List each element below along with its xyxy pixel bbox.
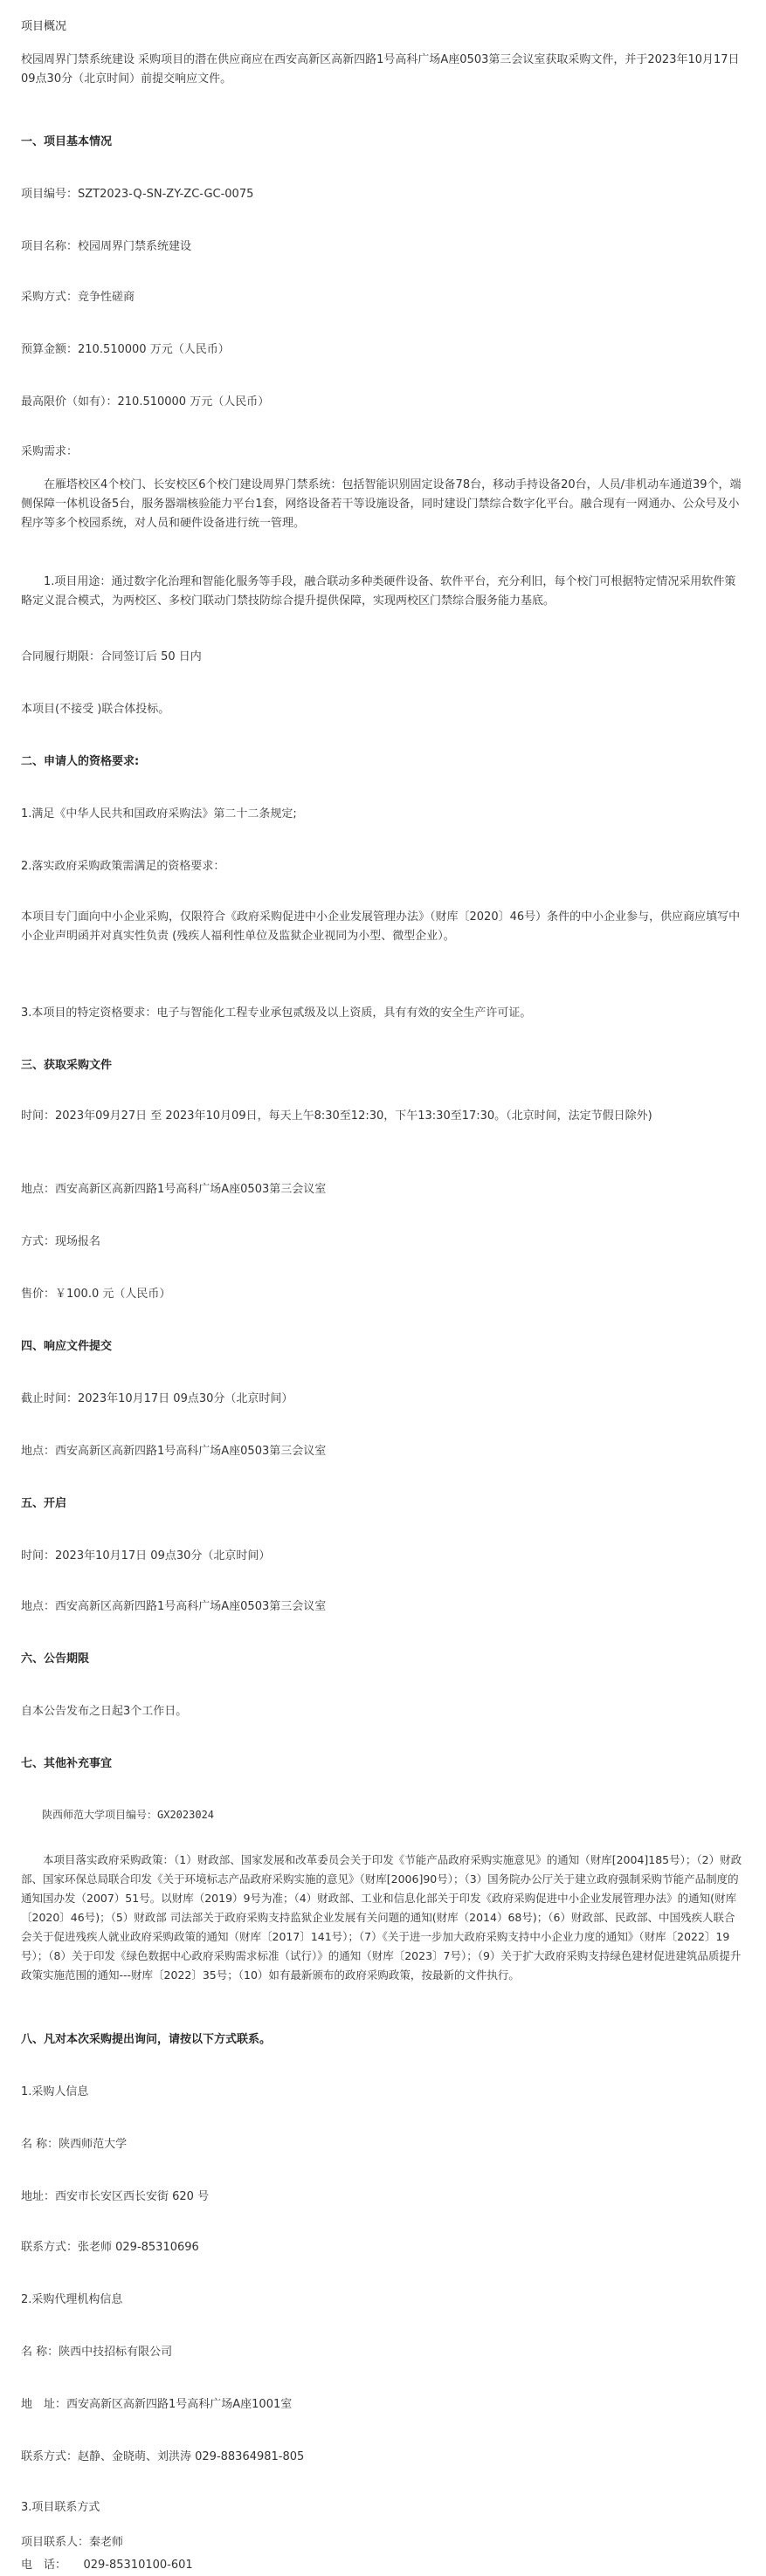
notice-period: 自本公告发布之日起3个工作日。	[21, 1705, 188, 1718]
buyer-contact: 联系方式：张老师 029-85310696	[21, 2241, 199, 2254]
qualification-1: 1.满足《中华人民共和国政府采购法》第二十二条规定;	[21, 807, 297, 821]
agent-info-label: 2.采购代理机构信息	[21, 2293, 123, 2306]
section-2-title: 二、申请人的资格要求:	[21, 755, 140, 768]
section-1-title: 一、项目基本情况	[21, 135, 113, 148]
project-code: 项目编号：SZT2023-Q-SN-ZY-ZC-GC-0075	[21, 188, 254, 201]
consortium-note: 本项目(不接受 )联合体投标。	[21, 703, 170, 716]
section-8-title: 八、凡对本次采购提出询问，请按以下方式联系。	[21, 2033, 272, 2046]
obtain-method: 方式：现场报名	[21, 1235, 101, 1248]
requirement-label: 采购需求：	[21, 445, 79, 458]
requirement-text: 在雁塔校区4个校门、长安校区6个校门建设周界门禁系统：包括智能识别固定设备78台，移动手持设备20台，人员/非机动车通道39个，端侧保障一体机设备5台，服务器端核验能力平台1套，网络设备若干等设施设备，同时建设门禁综合数字化平台。融合现有一网通办、公众号及小程序等多个校园系统，对人员和硬件设备进行统一管理。	[21, 478, 742, 530]
section-6-title: 六、公告期限	[21, 1652, 90, 1666]
qualification-2-text: 本项目专门面向中小企业采购，仅限符合《政府采购促进中小企业发展管理办法》（财库〔2020〕46号）条件的中小企业参与，供应商应填写中小企业声明函并对真实性负责 (残疾人福利性单位及监狱企业视同为小型、微型企业）。	[21, 910, 741, 943]
qualification-2: 2.落实政府采购政策需满足的资格要求：	[21, 860, 225, 873]
submission-deadline: 截止时间：2023年10月17日 09点30分（北京时间）	[21, 1392, 293, 1405]
overview-title: 项目概况	[21, 20, 67, 33]
contract-period: 合同履行期限：合同签订后 50 日内	[21, 650, 202, 663]
agent-name: 名 称：陕西中技招标有限公司	[21, 2346, 173, 2359]
opening-time: 时间：2023年10月17日 09点30分（北京时间）	[21, 1549, 271, 1563]
obtain-place: 地点：西安高新区高新四路1号高科广场A座0503第三会议室	[21, 1183, 327, 1196]
submission-place: 地点：西安高新区高新四路1号高科广场A座0503第三会议室	[21, 1445, 327, 1458]
agent-address: 地 址：西安高新区高新四路1号高科广场A座1001室	[21, 2398, 293, 2411]
document-price: 售价：￥100.0 元（人民币）	[21, 1288, 171, 1301]
project-purpose: 1.项目用途：通过数字化治理和智能化服务等手段，融合联动多种类硬件设备、软件平台，充分利旧，每个校门可根据特定情况采用软件策略定义混合模式，为两校区、多校门联动门禁技防综合提升提供保障，实现两校区门禁综合服务能力基底。	[21, 575, 736, 608]
qualification-3: 3.本项目的特定资格要求：电子与智能化工程专业承包贰级及以上资质，具有有效的安全生产许可证。	[21, 1006, 532, 1020]
overview-body: 校园周界门禁系统建设 采购项目的潜在供应商应在西安高新区高新四路1号高科广场A座0503第三会议室获取采购文件，并于2023年10月17日 09点30分（北京时间）前提交响应文件。	[21, 53, 740, 86]
max-price: 最高限价（如有）：210.510000 万元（人民币）	[21, 395, 270, 409]
project-name: 项目名称：校园周界门禁系统建设	[21, 240, 192, 253]
section-5-title: 五、开启	[21, 1497, 67, 1510]
section-3-title: 三、获取采购文件	[21, 1059, 113, 1072]
section-4-title: 四、响应文件提交	[21, 1340, 113, 1353]
agent-contact: 联系方式：赵静、金晓萌、刘洪涛 029-88364981-805	[21, 2450, 305, 2463]
policy-text: 本项目落实政府采购政策：（1）财政部、国家发展和改革委员会关于印发《节能产品政府采购实施意见》的通知（财库[2004]185号）；（2）财政部、国家环保总局联合印发《关于环境标志产品政府采购实施的意见》（财库[2006]90号）；（3）国务院办公厅关于建立政府强制采购节能产品制度的通知国办发（2007）51号。以财库（2019）9号为准；（4）财政部、工业和信息化部关于印发《政府采购促进中小企业发展管理办法》的通知(财库〔2020〕46号)；（5）财政部 司法部关于政府采购支持监狱企业发展有关问题的通知(财库（2014）68号)；（6）财政部、民政部、中国残疾人联合会关于促进残疾人就业政府采购政策的通知（财库〔2017〕141号）；（7）《关于进一步加大政府采购支持中小企业力度的通知》（财库〔2022〕19号）；（8）关于印发《绿色数据中心政府采购需求标准（试行）》的通知（财库〔2023〕7号）；（9）关于扩大政府采购支持绿色建材促进建筑品质提升政策实施范围的通知---财库〔2022〕35号；（10）如有最新颁布的政府采购政策，按最新的文件执行。	[21, 1853, 742, 1982]
buyer-info-label: 1.采购人信息	[21, 2085, 89, 2099]
project-contact-label: 3.项目联系方式	[21, 2501, 100, 2514]
buyer-name: 名 称：陕西师范大学	[21, 2138, 128, 2151]
project-contact-phone: 电 话： 029-85310100-601	[21, 2559, 193, 2572]
section-7-title: 七、其他补充事宜	[21, 1757, 113, 1770]
buyer-address: 地址：西安市长安区西长安街 620 号	[21, 2190, 210, 2203]
procurement-method: 采购方式：竞争性磋商	[21, 291, 135, 304]
project-contact-person: 项目联系人：秦老师	[21, 2536, 124, 2549]
budget-amount: 预算金额：210.510000 万元（人民币）	[21, 343, 230, 356]
opening-place: 地点：西安高新区高新四路1号高科广场A座0503第三会议室	[21, 1600, 327, 1613]
obtain-time: 时间：2023年09月27日 至 2023年10月09日，每天上午8:30至12:30，下午13:30至17:30。（北京时间，法定节假日除外)	[21, 1109, 652, 1123]
university-project-code: 陕西师范大学项目编号：GX2023024	[42, 1809, 215, 1821]
